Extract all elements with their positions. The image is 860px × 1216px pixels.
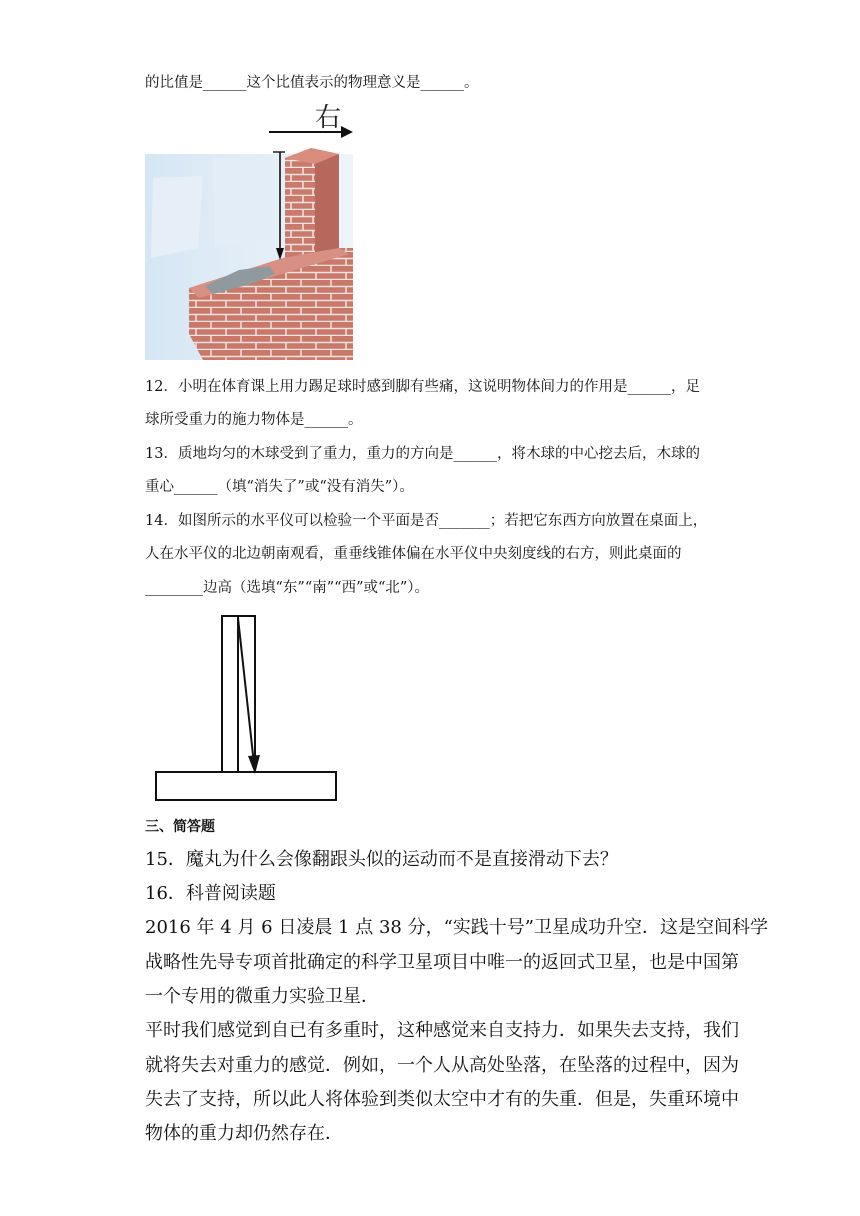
q14-line-3: ________边高（选填“东”“南”“西”或“北”）。 — [145, 580, 430, 596]
para1-line-3: 一个专用的微重力实验卫星． — [145, 986, 379, 1007]
q14-line-2: 人在水平仪的北边朝南观看，重垂线锥体偏在水平仪中央刻度线的右方，则此桌面的 — [145, 546, 682, 562]
brick-wall-figure — [143, 98, 359, 360]
para2-line-2: 就将失去对重力的感觉．例如，一个人从高处坠落，在坠落的过程中，因为 — [145, 1055, 739, 1076]
q11-tail: 的比值是______这个比值表示的物理意义是______。 — [145, 75, 479, 91]
para2-line-3: 失去了支持，所以此人将体验到类似太空中才有的失重．但是，失重环境中 — [145, 1089, 739, 1110]
q15: 15．魔丸为什么会像翻跟头似的运动而不是直接滑动下去？ — [145, 849, 618, 870]
q16: 16．科普阅读题 — [145, 883, 276, 904]
plumb-line — [238, 618, 254, 764]
q12-line-2: 球所受重力的施力物体是______。 — [145, 412, 363, 428]
section-3-title: 三、简答题 — [145, 819, 215, 835]
level-gauge-figure — [154, 614, 340, 804]
q12-line-1: 12．小明在体育课上用力踢足球时感到脚有些痛，这说明物体间力的作用是______，足 — [145, 379, 700, 395]
gauge-base — [156, 772, 336, 800]
para1-line-2: 战略性先导专项首批确定的科学卫星项目中唯一的返回式卫星，也是中国第 — [145, 952, 739, 973]
arrow-label: 右 — [315, 103, 342, 133]
q14-line-1: 14．如图所示的水平仪可以检验一个平面是否_______；若把它东西方向放置在桌面上， — [145, 513, 708, 529]
q13-line-1: 13．质地均匀的木球受到了重力，重力的方向是______，将木球的中心挖去后，木球的 — [145, 446, 700, 462]
para2-line-1: 平时我们感觉到自已有多重时，这种感觉来自支持力．如果失去支持，我们 — [145, 1020, 739, 1041]
q13-line-2: 重心______（填“消失了”或“没有消失”）。 — [145, 479, 414, 495]
para2-line-4: 物体的重力却仍然存在． — [145, 1123, 343, 1144]
para1-line-1: 2016 年 4 月 6 日凌晨 1 点 38 分，“实践十号”卫星成功升空．这是空间科学 — [145, 917, 768, 938]
